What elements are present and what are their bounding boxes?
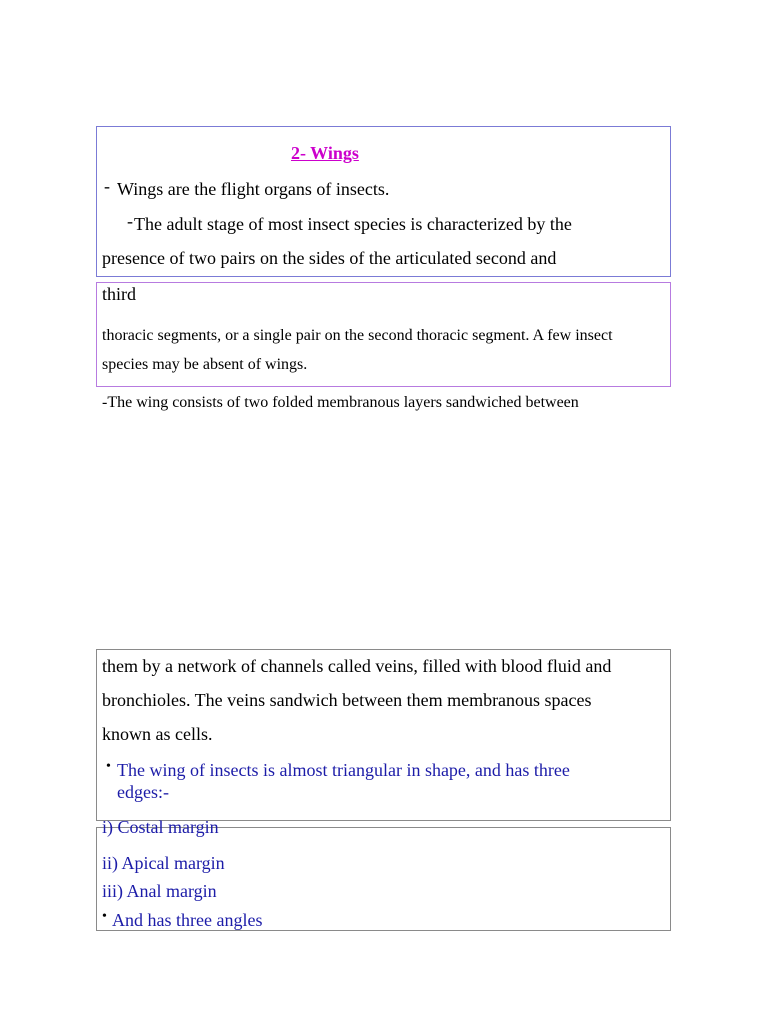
bullet-marker: • <box>102 909 107 924</box>
dash-marker: - <box>127 211 133 231</box>
paragraph-line: known as cells. <box>102 724 213 744</box>
bullet-item-continuation: edges:- <box>117 782 169 802</box>
bullet-item: The wing of insects is almost triangular in shape, and has three <box>117 760 570 780</box>
paragraph-line: species may be absent of wings. <box>102 356 308 373</box>
paragraph-line: presence of two pairs on the sides of the articulated second and <box>102 248 557 268</box>
paragraph-line: third <box>102 284 136 304</box>
list-item-apical-margin: ii) Apical margin <box>102 853 225 873</box>
paragraph-line: The adult stage of most insect species is characterized by the <box>134 214 572 234</box>
paragraph-line: bronchioles. The veins sandwich between them membranous spaces <box>102 690 592 710</box>
paragraph-line: -The wing consists of two folded membranous layers sandwiched between <box>102 394 579 411</box>
list-item-costal-margin: i) Costal margin <box>102 817 219 837</box>
list-item-anal-margin: iii) Anal margin <box>102 881 217 901</box>
dash-marker: - <box>104 176 110 196</box>
paragraph-line: Wings are the flight organs of insects. <box>117 179 390 199</box>
bullet-marker: • <box>106 759 111 774</box>
paragraph-line: thoracic segments, or a single pair on the second thoracic segment. A few insect <box>102 327 613 344</box>
bullet-item: And has three angles <box>112 910 263 930</box>
section-title: 2- Wings <box>291 143 359 163</box>
paragraph-line: them by a network of channels called veins, filled with blood fluid and <box>102 656 612 676</box>
